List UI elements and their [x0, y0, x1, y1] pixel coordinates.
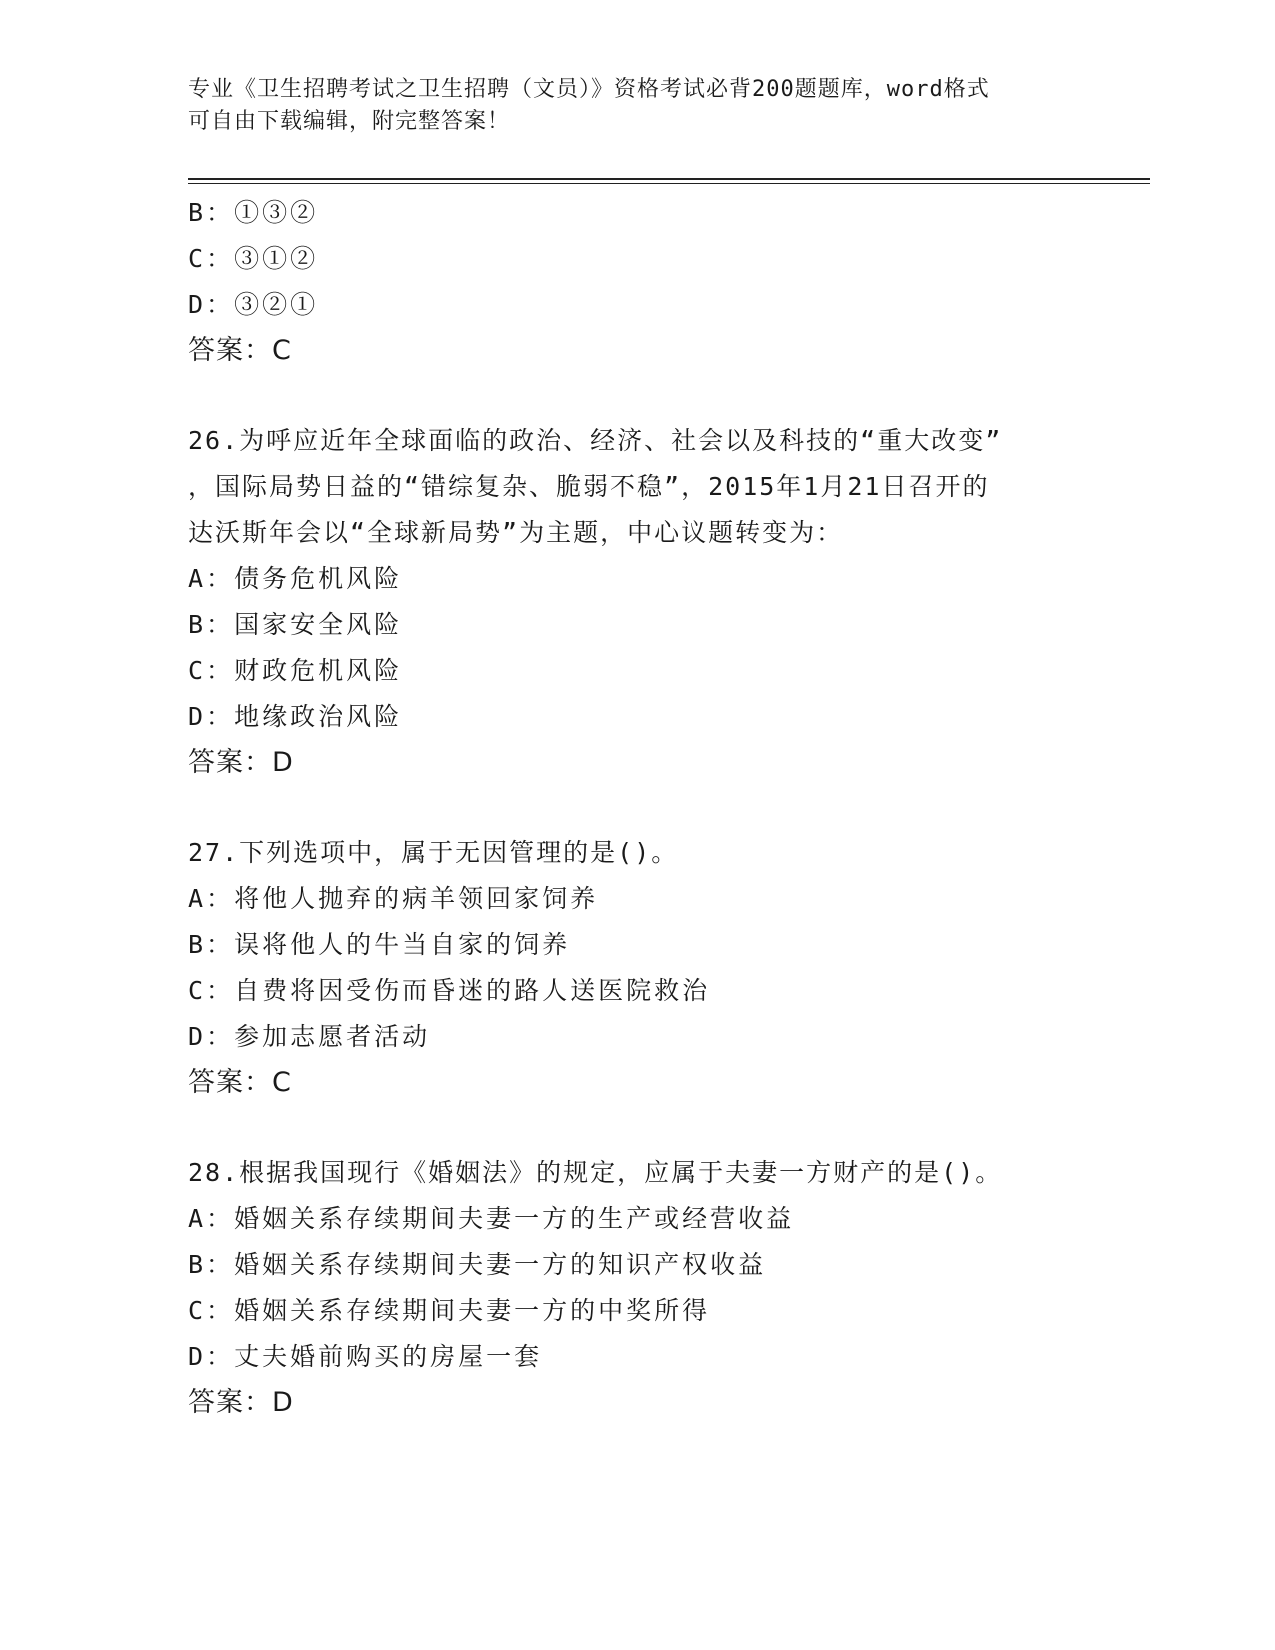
option-c: C：财政危机风险	[188, 656, 403, 685]
option-c: C：自费将因受伤而昏迷的路人送医院救治	[188, 976, 711, 1005]
option-b: B：①③②	[188, 198, 319, 227]
question-28	[188, 1150, 1088, 1426]
answer-line: 答案：D	[188, 1387, 294, 1418]
option-d: D：地缘政治风险	[188, 702, 403, 731]
answer-line: 答案：C	[188, 335, 292, 366]
option-c: C：③①②	[188, 244, 319, 273]
option-d: D：丈夫婚前购买的房屋一套	[188, 1342, 543, 1371]
option-a: A：婚姻关系存续期间夫妻一方的生产或经营收益	[188, 1204, 795, 1233]
question-27	[188, 830, 1088, 1106]
question-26	[188, 418, 1088, 786]
question-stem: 26.为呼应近年全球面临的政治、经济、社会以及科技的“重大改变”	[188, 426, 1003, 455]
option-d: D：参加志愿者活动	[188, 1022, 431, 1051]
header-divider	[188, 178, 1150, 184]
document-header	[188, 74, 1068, 138]
option-b: B：误将他人的牛当自家的饲养	[188, 930, 571, 959]
option-b: B：婚姻关系存续期间夫妻一方的知识产权收益	[188, 1250, 767, 1279]
option-c: C：婚姻关系存续期间夫妻一方的中奖所得	[188, 1296, 711, 1325]
question-stem: 达沃斯年会以“全球新局势”为主题，中心议题转变为：	[188, 518, 844, 547]
option-a: A：债务危机风险	[188, 564, 403, 593]
option-d: D：③②①	[188, 290, 319, 319]
question-stem: 27.下列选项中，属于无因管理的是()。	[188, 838, 679, 867]
question-stem: ，国际局势日益的“错综复杂、脆弱不稳”，2015年1月21日召开的	[188, 472, 990, 501]
answer-line: 答案：D	[188, 747, 294, 778]
option-b: B：国家安全风险	[188, 610, 403, 639]
header-line-1: 专业《卫生招聘考试之卫生招聘（文员）》资格考试必背200题题库，word格式	[188, 77, 990, 102]
question-stem: 28.根据我国现行《婚姻法》的规定，应属于夫妻一方财产的是()。	[188, 1158, 1003, 1187]
answer-line: 答案：C	[188, 1067, 292, 1098]
header-line-2: 可自由下载编辑，附完整答案！	[188, 109, 511, 134]
option-a: A：将他人抛弃的病羊领回家饲养	[188, 884, 599, 913]
document-body	[188, 190, 1088, 1470]
question-25-continued	[188, 190, 1088, 374]
